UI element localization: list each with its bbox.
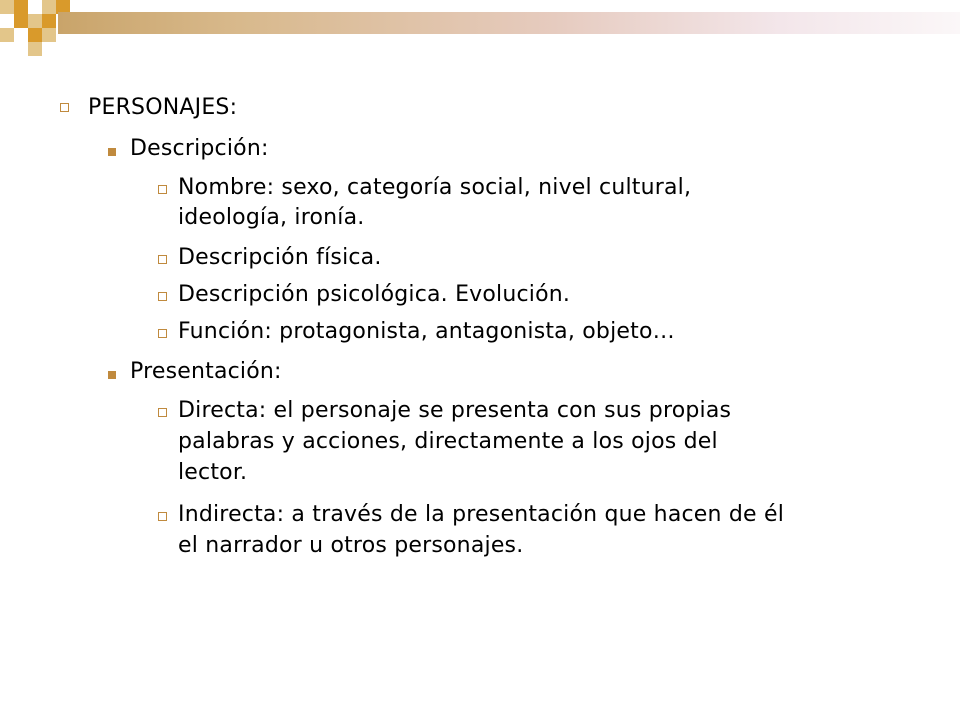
list-item-line: lector. xyxy=(178,460,248,485)
list-item-line: Función: protagonista, antagonista, objeto… xyxy=(178,319,675,344)
hollow-square-bullet-icon xyxy=(158,512,167,521)
list-item-indirecta-cont xyxy=(178,530,523,561)
list-item-descripcion-psicologica xyxy=(178,279,570,310)
subheading-text: Descripción: xyxy=(130,136,269,161)
list-item-line: Nombre: sexo, categoría social, nivel cultural, xyxy=(178,175,692,200)
list-item-nombre-cont xyxy=(178,202,364,233)
heading-text: PERSONAJES: xyxy=(88,95,238,120)
list-item-line: el narrador u otros personajes. xyxy=(178,533,524,558)
list-item-line: Descripción física. xyxy=(178,245,382,270)
list-item-directa-cont xyxy=(178,457,247,488)
list-item-nombre xyxy=(178,172,691,203)
hollow-square-bullet-icon xyxy=(158,255,167,264)
hollow-square-bullet-icon xyxy=(158,329,167,338)
hollow-square-bullet-icon xyxy=(60,103,69,112)
subheading-text: Presentación: xyxy=(130,359,282,384)
subheading-descripcion xyxy=(130,133,269,164)
solid-square-bullet-icon xyxy=(108,148,116,156)
list-item-directa-cont xyxy=(178,426,718,457)
list-item-directa xyxy=(178,395,731,426)
list-item-line: Indirecta: a través de la presentación que hacen de él xyxy=(178,502,785,527)
list-item-line: Directa: el personaje se presenta con sus propias xyxy=(178,398,732,423)
list-item-funcion xyxy=(178,316,675,347)
solid-square-bullet-icon xyxy=(108,371,116,379)
list-item-line: Descripción psicológica. Evolución. xyxy=(178,282,571,307)
list-item-descripcion-fisica xyxy=(178,242,382,273)
hollow-square-bullet-icon xyxy=(158,408,167,417)
list-item-line: palabras y acciones, directamente a los ojos del xyxy=(178,429,718,454)
heading-personajes xyxy=(88,92,237,123)
subheading-presentacion xyxy=(130,356,282,387)
hollow-square-bullet-icon xyxy=(158,185,167,194)
hollow-square-bullet-icon xyxy=(158,292,167,301)
list-item-line: ideología, ironía. xyxy=(178,205,365,230)
list-item-indirecta xyxy=(178,499,784,530)
